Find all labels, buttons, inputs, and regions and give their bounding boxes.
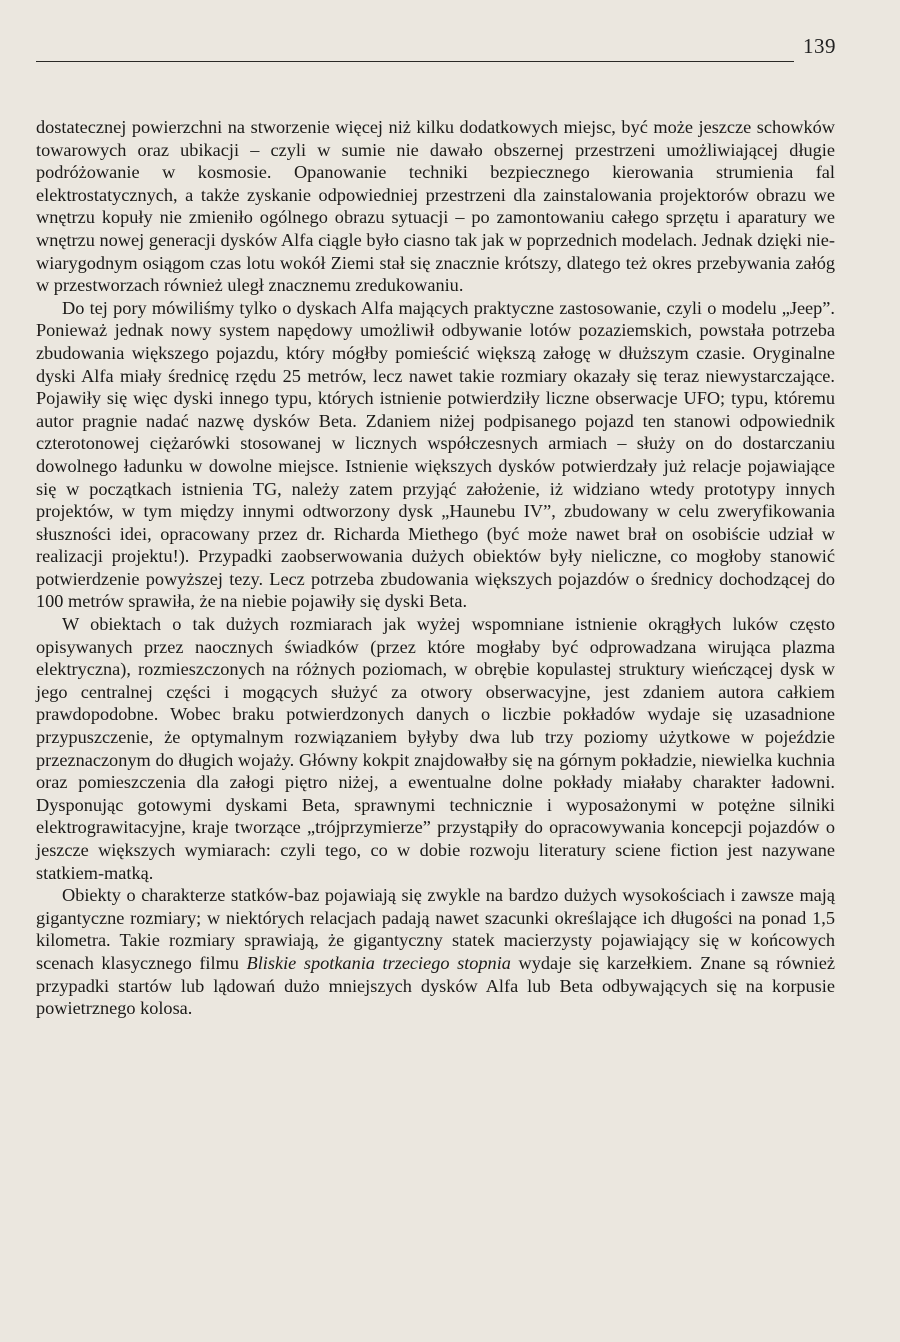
film-title: Bliskie spotkania trzeciego stopnia: [246, 952, 511, 973]
paragraph-1: dostatecznej powierzchni na stworzenie więcej niż kilku dodatkowych miejsc, być może jeszcze schowków towarowych oraz ubikacji – czyli w sumie nie dawało obszernej przestrzeni umożliwiającej długie podróżowanie w kosmosie. Opanowanie techniki bezpiecznego kierowania strumienia fal elektrostatycznych, a także zyskanie odpowiedniej przestrzeni dla zainstalowania projektorów obrazu we wnętrzu kopuły nie zmieniło ogólnego obrazu sytuacji – po zamontowaniu całego sprzętu i aparatury we wnętrzu nowej generacji dysków Alfa ciągle było ciasno tak jak w poprzednich modelach. Jednak dzięki niewiarygodnym osiągom czas lotu wokół Ziemi stał się znacznie krótszy, dlatego też okres przebywania załóg w przestworzach również uległ znacznemu zredukowaniu.: [36, 117, 835, 296]
header-rule: [36, 61, 794, 62]
paragraph-3: W obiektach o tak dużych rozmiarach jak wyżej wspomniane istnienie okrągłych luków często opisywanych przez naocznych świadków (przez które mogłaby być odprowadzana wirująca plazma elektryczna), rozmieszczonych na różnych poziomach, w obrębie kopulastej struktury wieńczącej dysk w jego centralnej części i mogących służyć za otwory obserwacyjne, jest zdaniem autora całkiem prawdopodobne. Wobec braku potwierdzonych danych o liczbie pokładów wydaje się uzasadnione przypuszczenie, że optymalnym rozwiązaniem byłyby dwa lub trzy poziomy użytkowe w pojeździe przeznaczonym do długich wojaży. Główny kokpit znajdowałby się na górnym pokładzie, niewielka kuchnia oraz pomieszczenia dla załogi piętro niżej, a ewentualne dolne pokłady miałaby charakter ładowni. Dysponując gotowymi dyskami Beta, sprawnymi technicznie i wyposażonymi w potężne silniki elektrograwitacyjne, kraje tworzące „trójprzymierze” przystąpiły do opracowywania koncepcji pojazdów o jeszcze większych wymiarach: czyli tego, co w dobie rozwoju literatury sciene fiction jest nazywane statkiem-matką.: [36, 614, 835, 883]
paragraph-4-text-after: wydaje się karzełkiem. Znane są również przypadki startów lub lądowań dużo mniejszych dysków Alfa lub Beta odbywających się na korpusie powietrznego kolosa.: [36, 952, 835, 1019]
paragraph-2: Do tej pory mówiliśmy tylko o dyskach Alfa mających praktyczne zastosowanie, czyli o modelu „Jeep”. Ponieważ jednak nowy system napędowy umożliwił odbywanie lotów pozaziemskich, powstała potrzeba zbudowania większego pojazdu, który mógłby pomieścić większą załogę w dłuższym czasie. Oryginalne dyski Alfa miały średnicę rzędu 25 metrów, lecz nawet takie rozmiary okazały się teraz niewystarczające. Pojawiły się więc dyski innego typu, których istnienie potwierdziły liczne obserwacje UFO; typu, któremu autor pragnie nadać nazwę dysków Beta. Zdaniem niżej podpisanego pojazd ten stanowi odpowiednik czterotonowej ciężarówki stosowanej w licznych współczesnych armiach – służy on do dostarczaniu dowolnego ładunku w dowolne miejsce. Istnienie większych dysków potwierdzały już relacje pojawiające się w początkach istnienia TG, należy zatem przyjąć założenie, iż widziano wtedy prototypy innych projektów, w tym między innymi odtworzony dysk „Haunebu IV”, zbudowany w celu zweryfikowania słuszności idei, opracowany przez dr. Richarda Miethego (być może nawet brał on osobiście udział w realizacji projektu!). Przypadki zaobserwowania dużych obiektów były nieliczne, co mogłoby stanowić potwierdzenie powyższej tezy. Lecz potrzeba zbudowania większych pojazdów o średnicy dochodzącej do 100 metrów sprawiła, że na niebie pojawiły się dyski Beta.: [36, 297, 835, 612]
body-text: [36, 116, 835, 1020]
paragraph-4-text-before: Obiekty o charakterze statków-baz pojawiają się zwykle na bardzo dużych wysokościach i zawsze mają gigantyczne rozmiary; w niektórych relacjach padają nawet szacunki określające ich długości na ponad 1,5 kilometra. Takie rozmiary sprawiają, że gigantyczny statek macierzysty pojawiający się w końcowych scenach klasycznego filmu: [36, 885, 835, 973]
page-number: 139: [803, 34, 836, 58]
paragraph-4: [36, 884, 835, 1020]
